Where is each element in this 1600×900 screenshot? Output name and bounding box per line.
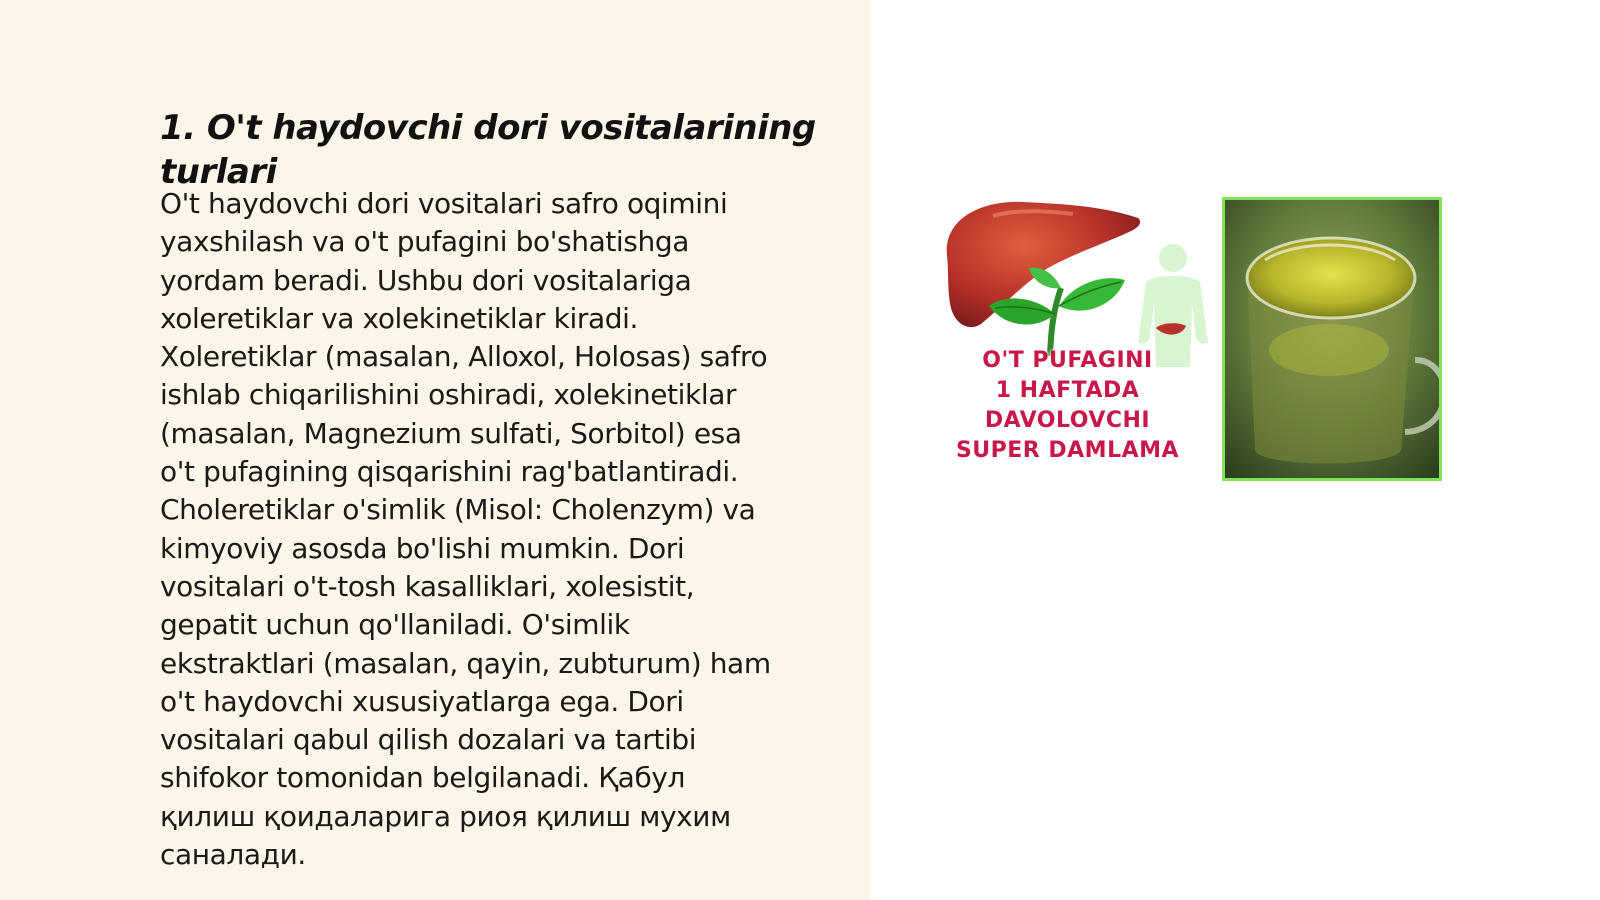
- sprout-icon: [975, 236, 1135, 356]
- slide-body-text: O't haydovchi dori vositalari safro oqimini yaxshilash va o't pufagini bo'shatishga yordam beradi. Ushbu dori vositalariga xoleretiklar va xolekinetiklar kiradi. Xoleretiklar (masalan, Alloxol, Holosas) safro ishlab chiqarilishini oshiradi, xolekinetiklar (masalan, Magnezium sulfati, Sorbitol) esa o't pufagining qisqarishini rag'batlantiradi. Choleretiklar o'simlik (Misol: Cholenzym) va kimyoviy asosda bo'lishi mumkin. Dori vositalari o't-tosh kasalliklari, xolesistit, gepatit uchun qo'llaniladi. O'simlik ekstraktlari (masalan, qayin, zubturum) ham o't haydovchi xususiyatlarga ega. Dori vositalari qabul qilish dozalari va tartibi shifokor tomonidan belgilanadi. Қабул қилиш қоидаларига риоя қилиш мухим саналади.: [160, 187, 771, 872]
- promo-image: [945, 196, 1450, 482]
- slide-title: 1. O't haydovchi dori vositalarining turlari: [160, 108, 816, 192]
- tea-cup-icon: [1225, 200, 1439, 478]
- tea-photo: [1225, 200, 1439, 478]
- promo-caption: O'T PUFAGINI 1 HAFTADA DAVOLOVCHI SUPER DAMLAMA: [955, 348, 1180, 463]
